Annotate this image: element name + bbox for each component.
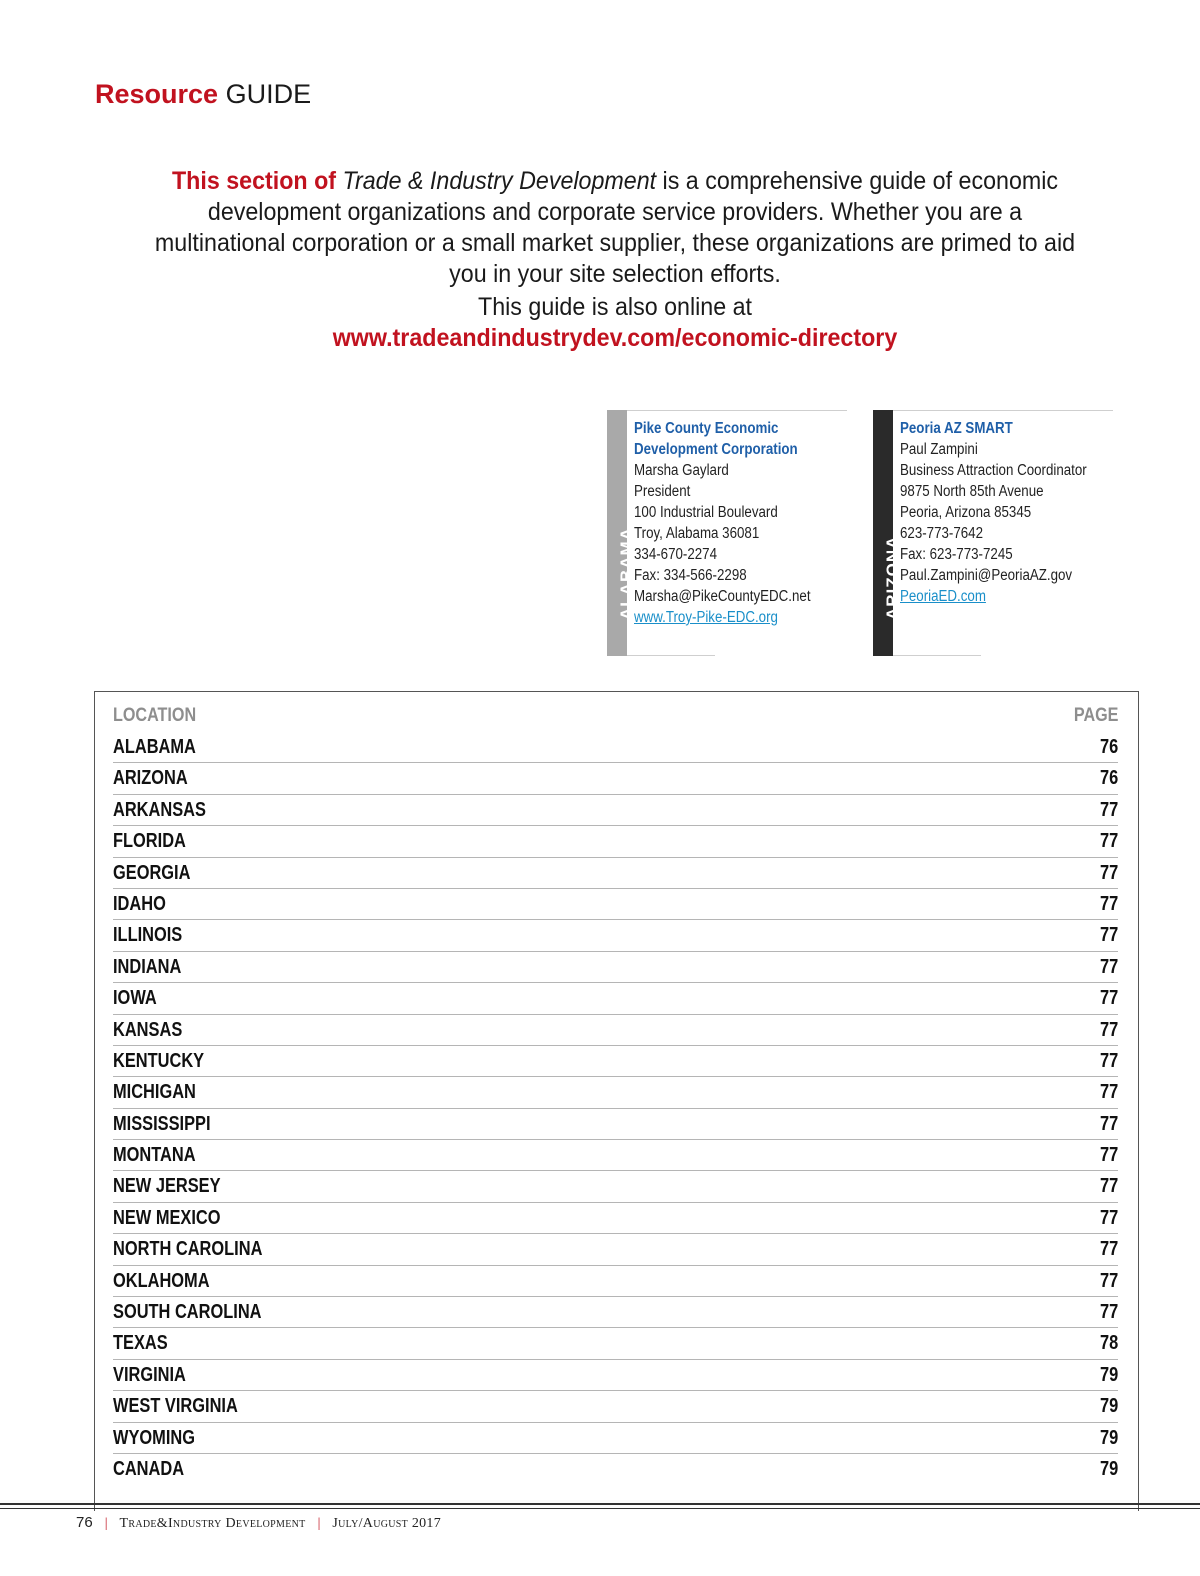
online-notice <box>145 292 1084 354</box>
index-location: TEXAS <box>113 1332 168 1355</box>
index-row <box>113 1360 1118 1391</box>
phone: 623-773-7642 <box>900 525 984 542</box>
index-page: 77 <box>1099 798 1118 821</box>
footer-publication: Trade&Industry Development <box>119 1516 306 1531</box>
fax: Fax: 623-773-7245 <box>900 546 1013 563</box>
index-page: 77 <box>1099 1018 1118 1041</box>
intro-publication: Trade & Industry Development <box>342 167 657 195</box>
index-page: 77 <box>1099 1238 1118 1261</box>
index-row <box>113 826 1118 857</box>
index-location: GEORGIA <box>113 861 191 884</box>
index-page: 78 <box>1099 1332 1118 1355</box>
fax: Fax: 334-566-2298 <box>634 567 747 584</box>
index-page: 77 <box>1099 924 1118 947</box>
index-row <box>113 1171 1118 1202</box>
org-name-line1: Peoria AZ SMART <box>900 420 1013 437</box>
index-row <box>113 1391 1118 1422</box>
index-page: 76 <box>1099 767 1118 790</box>
index-location: KANSAS <box>113 1018 183 1041</box>
page-number: 76 <box>76 1514 93 1531</box>
intro-text: is a comprehensive guide of economic development organizations and corporate service providers. Whether you are a multinational corporation or a small market supplier, these organizations are primed to aid you in your site selection efforts. <box>154 167 1076 288</box>
index-page: 77 <box>1099 1081 1118 1104</box>
website-link[interactable]: www.Troy-Pike-EDC.org <box>634 609 778 626</box>
page-footer <box>76 1514 441 1532</box>
index-row <box>113 952 1118 983</box>
index-page: 79 <box>1099 1363 1118 1386</box>
intro-lead: This section of <box>171 167 337 195</box>
index-location: ALABAMA <box>113 736 196 758</box>
org-name-line1: Pike County Economic <box>634 420 779 437</box>
column-header-location: LOCATION <box>113 705 197 726</box>
listing-card-arizona <box>873 410 1113 656</box>
index-page: 76 <box>1099 736 1118 758</box>
index-location: NEW JERSEY <box>113 1175 221 1198</box>
card-body <box>900 418 1087 607</box>
state-label: ARIZONA <box>883 535 902 620</box>
card-top-rule <box>627 410 847 411</box>
footer-separator: | <box>104 1516 108 1531</box>
card-body <box>634 418 811 628</box>
index-page: 77 <box>1099 1206 1118 1229</box>
address-line2: Troy, Alabama 36081 <box>634 525 760 542</box>
index-location: NEW MEXICO <box>113 1206 221 1229</box>
index-row <box>113 732 1118 763</box>
listing-card-alabama <box>607 410 847 656</box>
index-row <box>113 1266 1118 1297</box>
index-location: VIRGINIA <box>113 1363 186 1386</box>
state-label: ALABAMA <box>617 527 636 620</box>
contact-role: Business Attraction Coordinator <box>900 462 1087 479</box>
card-bottom-rule <box>893 655 981 656</box>
index-location: KENTUCKY <box>113 1049 205 1072</box>
index-location: MONTANA <box>113 1144 196 1167</box>
index-row <box>113 1423 1118 1454</box>
index-row <box>113 1140 1118 1171</box>
index-page: 77 <box>1099 1144 1118 1167</box>
index-row <box>113 889 1118 920</box>
index-location: IOWA <box>113 987 157 1010</box>
location-index <box>94 691 1139 1511</box>
website-link[interactable]: PeoriaED.com <box>900 588 986 605</box>
index-rows <box>113 732 1118 1485</box>
index-header <box>113 702 1118 732</box>
index-row <box>113 795 1118 826</box>
intro-paragraph <box>145 166 1084 290</box>
index-row <box>113 1015 1118 1046</box>
index-row <box>113 1109 1118 1140</box>
org-name-line2: Development Corporation <box>634 441 798 458</box>
address-line1: 100 Industrial Boulevard <box>634 504 778 521</box>
index-page: 77 <box>1099 892 1118 915</box>
section-title-bold: Resource <box>95 79 219 109</box>
online-text: This guide is also online at <box>477 293 753 321</box>
index-page: 79 <box>1099 1395 1118 1418</box>
section-title <box>95 76 311 112</box>
phone: 334-670-2274 <box>634 546 718 563</box>
index-location: SOUTH CAROLINA <box>113 1301 262 1324</box>
section-title-light: GUIDE <box>225 79 312 109</box>
index-location: ARKANSAS <box>113 798 206 821</box>
index-row <box>113 1297 1118 1328</box>
index-row <box>113 858 1118 889</box>
index-page: 77 <box>1099 861 1118 884</box>
index-page: 77 <box>1099 1175 1118 1198</box>
index-row <box>113 1077 1118 1108</box>
footer-rule-thin <box>0 1508 1200 1509</box>
email: Marsha@PikeCountyEDC.net <box>634 588 811 605</box>
index-location: IDAHO <box>113 892 166 915</box>
index-location: INDIANA <box>113 955 182 978</box>
index-location: ILLINOIS <box>113 924 183 947</box>
index-row <box>113 920 1118 951</box>
index-row <box>113 1203 1118 1234</box>
footer-issue: July/August 2017 <box>332 1516 442 1531</box>
index-page: 77 <box>1099 955 1118 978</box>
footer-separator: | <box>317 1516 321 1531</box>
index-page: 77 <box>1099 1269 1118 1292</box>
card-bottom-rule <box>627 655 715 656</box>
directory-link[interactable]: www.tradeandindustrydev.com/economic-directory <box>332 324 898 352</box>
index-location: FLORIDA <box>113 830 186 853</box>
index-page: 77 <box>1099 987 1118 1010</box>
index-page: 79 <box>1099 1457 1118 1480</box>
index-row <box>113 983 1118 1014</box>
contact-name: Marsha Gaylard <box>634 462 729 479</box>
index-location: ARIZONA <box>113 767 188 790</box>
index-page: 77 <box>1099 1112 1118 1135</box>
index-location: NORTH CAROLINA <box>113 1238 263 1261</box>
index-location: MISSISSIPPI <box>113 1112 211 1135</box>
index-location: CANADA <box>113 1457 185 1480</box>
index-page: 77 <box>1099 1049 1118 1072</box>
contact-name: Paul Zampini <box>900 441 978 458</box>
index-row <box>113 1234 1118 1265</box>
index-page: 77 <box>1099 830 1118 853</box>
index-location: OKLAHOMA <box>113 1269 210 1292</box>
contact-role: President <box>634 483 691 500</box>
address-line2: Peoria, Arizona 85345 <box>900 504 1032 521</box>
email: Paul.Zampini@PeoriaAZ.gov <box>900 567 1073 584</box>
card-top-rule <box>893 410 1113 411</box>
index-row <box>113 1328 1118 1359</box>
index-row <box>113 1046 1118 1077</box>
index-row <box>113 1454 1118 1485</box>
index-page: 79 <box>1099 1426 1118 1449</box>
address-line1: 9875 North 85th Avenue <box>900 483 1044 500</box>
index-page: 77 <box>1099 1301 1118 1324</box>
index-location: WEST VIRGINIA <box>113 1395 238 1418</box>
index-location: WYOMING <box>113 1426 195 1449</box>
index-row <box>113 763 1118 794</box>
column-header-page: PAGE <box>1073 705 1118 726</box>
footer-rule <box>0 1503 1200 1505</box>
index-location: MICHIGAN <box>113 1081 196 1104</box>
